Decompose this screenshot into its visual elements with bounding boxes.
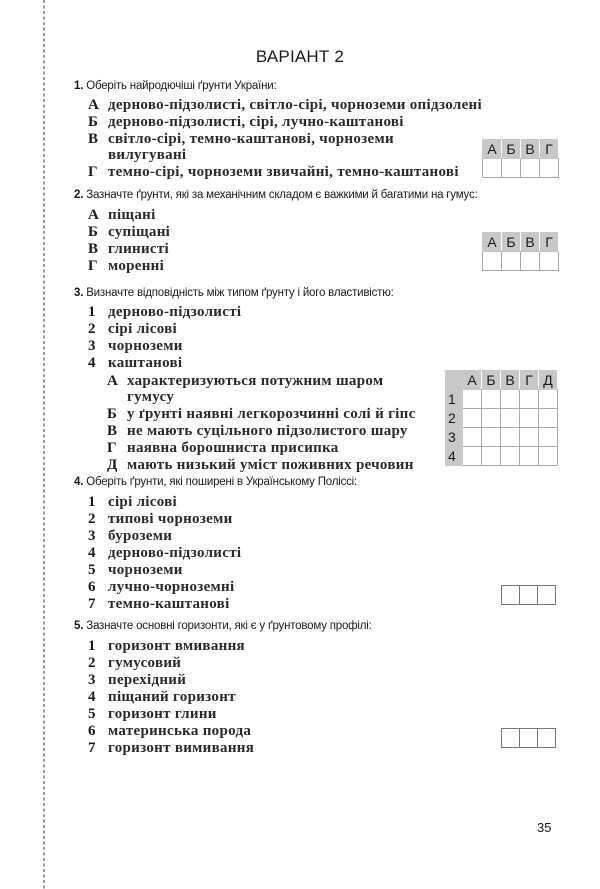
question-3-prompt: 3. Визначте відповідність між типом ґрунту і його властивістю:	[74, 287, 394, 299]
answer-cell[interactable]	[483, 252, 502, 271]
q3-left-3: 3 чорноземи	[88, 338, 183, 354]
q4-answer-boxes	[501, 585, 556, 605]
q2-option-b: Б супіщані	[88, 224, 171, 240]
q1-answer-grid	[482, 139, 559, 178]
q3-right-d: Г наявна борошниста присипка	[107, 440, 339, 456]
binding-dotted-line	[43, 0, 46, 889]
answer-cell[interactable]	[520, 409, 539, 428]
q5-option-1: 1 горизонт вмивання	[88, 638, 245, 654]
q2-option-a: А піщані	[88, 207, 156, 223]
answer-cell[interactable]	[463, 447, 482, 466]
page-title: ВАРІАНТ 2	[255, 47, 345, 66]
q5-option-2: 2 гумусовий	[88, 655, 182, 671]
q3-right-a-cont: гумусу	[127, 389, 175, 405]
row-header: 1	[446, 390, 463, 409]
answer-cell[interactable]	[539, 409, 558, 428]
question-5-prompt: 5. Зазначте основні горизонти, які є у ґрунтовому профілі:	[74, 620, 372, 632]
answer-cell[interactable]	[501, 390, 520, 409]
answer-cell[interactable]	[520, 390, 539, 409]
q3-matching-grid	[445, 370, 558, 466]
q4-option-4: 4 дерново-підзолисті	[88, 545, 242, 561]
answer-cell[interactable]	[502, 252, 521, 271]
answer-cell[interactable]	[539, 428, 558, 447]
question-4-prompt: 4. Оберіть ґрунти, які поширені в Українському Поліссі:	[74, 476, 358, 488]
answer-cell[interactable]	[482, 428, 501, 447]
q5-answer-boxes	[501, 728, 556, 748]
answer-cell[interactable]	[463, 409, 482, 428]
q1-option-b: Б дерново-підзолисті, сірі, лучно-каштанові	[88, 114, 404, 130]
col-header: Г	[520, 371, 539, 390]
answer-box[interactable]	[538, 729, 556, 748]
answer-cell[interactable]	[539, 447, 558, 466]
q3-left-1: 1 дерново-підзолисті	[88, 304, 242, 320]
answer-cell[interactable]	[501, 428, 520, 447]
answer-box[interactable]	[520, 586, 538, 605]
answer-cell[interactable]	[501, 409, 520, 428]
q2-option-d: Г моренні	[88, 258, 165, 274]
answer-cell[interactable]	[463, 390, 482, 409]
col-header: Д	[539, 371, 558, 390]
grid-corner	[446, 371, 463, 390]
col-header: В	[521, 233, 540, 252]
q3-right-c: В не мають суцільного підзолистого шару	[107, 423, 408, 439]
col-header: В	[501, 371, 520, 390]
answer-cell[interactable]	[540, 252, 559, 271]
q3-right-a: А характеризуються потужним шаром	[107, 373, 384, 389]
answer-cell[interactable]	[521, 159, 540, 178]
answer-cell[interactable]	[501, 447, 520, 466]
question-2-prompt: 2. Зазначте ґрунти, які за механічним складом є важкими й багатими на гумус:	[74, 189, 478, 201]
answer-cell[interactable]	[463, 428, 482, 447]
q2-answer-grid	[482, 232, 559, 271]
q5-option-7: 7 горизонт вимивання	[88, 740, 255, 756]
answer-cell[interactable]	[482, 447, 501, 466]
q5-option-3: 3 перехідний	[88, 672, 187, 688]
q1-option-a: А дерново-підзолисті, світло-сірі, чорноземи опідзолені	[88, 97, 482, 113]
q1-option-c: В світло-сірі, темно-каштанові, чорноземи	[88, 131, 394, 147]
q4-option-5: 5 чорноземи	[88, 562, 183, 578]
q3-right-b: Б у ґрунті наявні легкорозчинні солі й гіпс	[107, 406, 416, 422]
q4-option-2: 2 типові чорноземи	[88, 511, 233, 527]
col-header: А	[463, 371, 482, 390]
q1-option-d: Г темно-сірі, чорноземи звичайні, темно-каштанові	[88, 164, 459, 180]
q1-option-c-cont: вилугувані	[108, 147, 187, 163]
answer-box[interactable]	[502, 586, 520, 605]
answer-cell[interactable]	[483, 159, 502, 178]
col-header: Г	[540, 140, 559, 159]
col-header: А	[483, 233, 502, 252]
answer-cell[interactable]	[482, 390, 501, 409]
row-header: 2	[446, 409, 463, 428]
answer-box[interactable]	[520, 729, 538, 748]
row-header: 4	[446, 447, 463, 466]
q5-option-5: 5 горизонт глини	[88, 706, 217, 722]
q4-option-1: 1 сірі лісові	[88, 494, 178, 510]
col-header: А	[483, 140, 502, 159]
col-header: В	[521, 140, 540, 159]
col-header: Г	[540, 233, 559, 252]
answer-box[interactable]	[538, 586, 556, 605]
q4-option-7: 7 темно-каштанові	[88, 596, 230, 612]
q5-option-4: 4 піщаний горизонт	[88, 689, 236, 705]
q5-option-6: 6 материнська порода	[88, 723, 252, 739]
answer-cell[interactable]	[539, 390, 558, 409]
question-1-prompt: 1. Оберіть найродючіші ґрунти України:	[74, 80, 277, 92]
answer-cell[interactable]	[540, 159, 559, 178]
row-header: 3	[446, 428, 463, 447]
answer-cell[interactable]	[520, 447, 539, 466]
q4-option-3: 3 буроземи	[88, 528, 173, 544]
col-header: Б	[502, 233, 521, 252]
answer-cell[interactable]	[521, 252, 540, 271]
page-number: 35	[537, 820, 552, 835]
answer-cell[interactable]	[502, 159, 521, 178]
answer-cell[interactable]	[520, 428, 539, 447]
q3-left-4: 4 каштанові	[88, 355, 183, 371]
answer-box[interactable]	[502, 729, 520, 748]
q4-option-6: 6 лучно-чорноземні	[88, 579, 235, 595]
q3-left-2: 2 сірі лісові	[88, 321, 178, 337]
answer-cell[interactable]	[482, 409, 501, 428]
q2-option-c: В глинисті	[88, 241, 169, 257]
q3-right-e: Д мають низький уміст поживних речовин	[107, 457, 414, 473]
col-header: Б	[482, 371, 501, 390]
col-header: Б	[502, 140, 521, 159]
